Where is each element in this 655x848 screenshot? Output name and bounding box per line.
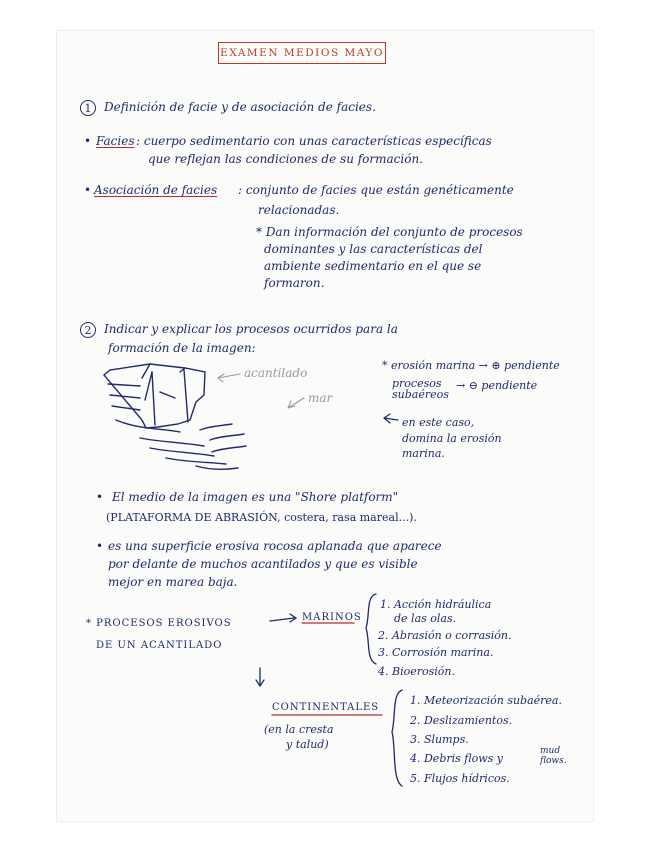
definition-line-1: es una superficie erosiva rocosa aplanada que aparece [108,539,442,553]
facies-definition-line-1: : cuerpo sedimentario con unas características específicas [136,134,492,148]
question-1-text: Definición de facie y de asociación de facies. [104,100,376,114]
question-number-2: 2 [80,322,96,338]
continentales-item-1: 1. Meteorización subaérea. [410,694,562,707]
question-number-1: 1 [80,100,96,116]
side-note-2b: subaéreos [392,388,449,401]
note-line-2: dominantes y las características del [264,242,483,256]
bullet: • [96,490,104,504]
marinos-item-1: 1. Acción hidráulica [380,598,492,611]
question-2-line-1: Indicar y explicar los procesos ocurridos para la [104,322,398,336]
marinos-item-3: 3. Corrosión marina. [378,646,494,659]
marinos-item-4: 4. Bioerosión. [378,665,455,678]
shore-platform-line-2: (PLATAFORMA DE ABRASIÓN, costera, rasa mareal...). [106,511,417,524]
bullet: • [96,539,104,553]
definition-line-3: mejor en marea baja. [108,575,238,589]
definition-line-2: por delante de muchos acantilados y que es visible [108,557,418,571]
page-title: EXAMEN MEDIOS MAYO [220,46,384,59]
procesos-erosivos-line-2: DE UN ACANTILADO [96,640,223,651]
asociacion-definition-line-2: relacionadas. [258,203,340,217]
continentales-item-5: 5. Flujos hídricos. [410,772,510,785]
continentales-note-2: y talud) [286,738,329,751]
facies-definition-line-2: que reflejan las condiciones de su formación. [148,152,423,166]
bullet: • [84,134,92,148]
question-2-line-2: formación de la imagen: [108,341,256,355]
mud-flows-note: mud flows. [540,746,567,766]
marinos-item-1b: de las olas. [394,612,457,625]
note-line-3: ambiente sedimentario en el que se [264,259,482,273]
side-note-2c: → ⊖ pendiente [456,379,538,392]
side-note-3b: domina la erosión [402,432,502,445]
bullet: • [84,183,92,197]
continentales-note-1: (en la cresta [264,723,334,736]
side-note-3a: en este caso, [402,416,475,429]
note-line-1: * Dan información del conjunto de procesos [256,225,523,239]
side-note-1: * erosión marina → ⊕ pendiente [382,359,560,372]
side-note-2a: procesos [392,377,442,390]
facies-term: Facies [96,134,135,148]
marinos-item-2: 2. Abrasión o corrasión. [378,629,512,642]
continentales-item-3: 3. Slumps. [410,733,469,746]
procesos-erosivos-line-1: * PROCESOS EROSIVOS [86,618,232,629]
label-mar: mar [308,391,333,405]
asociacion-definition-line-1: : conjunto de facies que están genéticamente [238,183,514,197]
label-acantilado: acantilado [244,366,308,380]
continentales-label: CONTINENTALES [272,702,380,713]
shore-platform-line-1: El medio de la imagen es una "Shore platform" [112,490,399,504]
note-line-4: formaron. [264,276,325,290]
asociacion-term: Asociación de facies [94,183,218,197]
continentales-item-4: 4. Debris flows y [410,752,504,765]
side-note-3c: marina. [402,447,445,460]
continentales-item-2: 2. Deslizamientos. [410,714,513,727]
marinos-label: MARINOS [302,612,362,623]
